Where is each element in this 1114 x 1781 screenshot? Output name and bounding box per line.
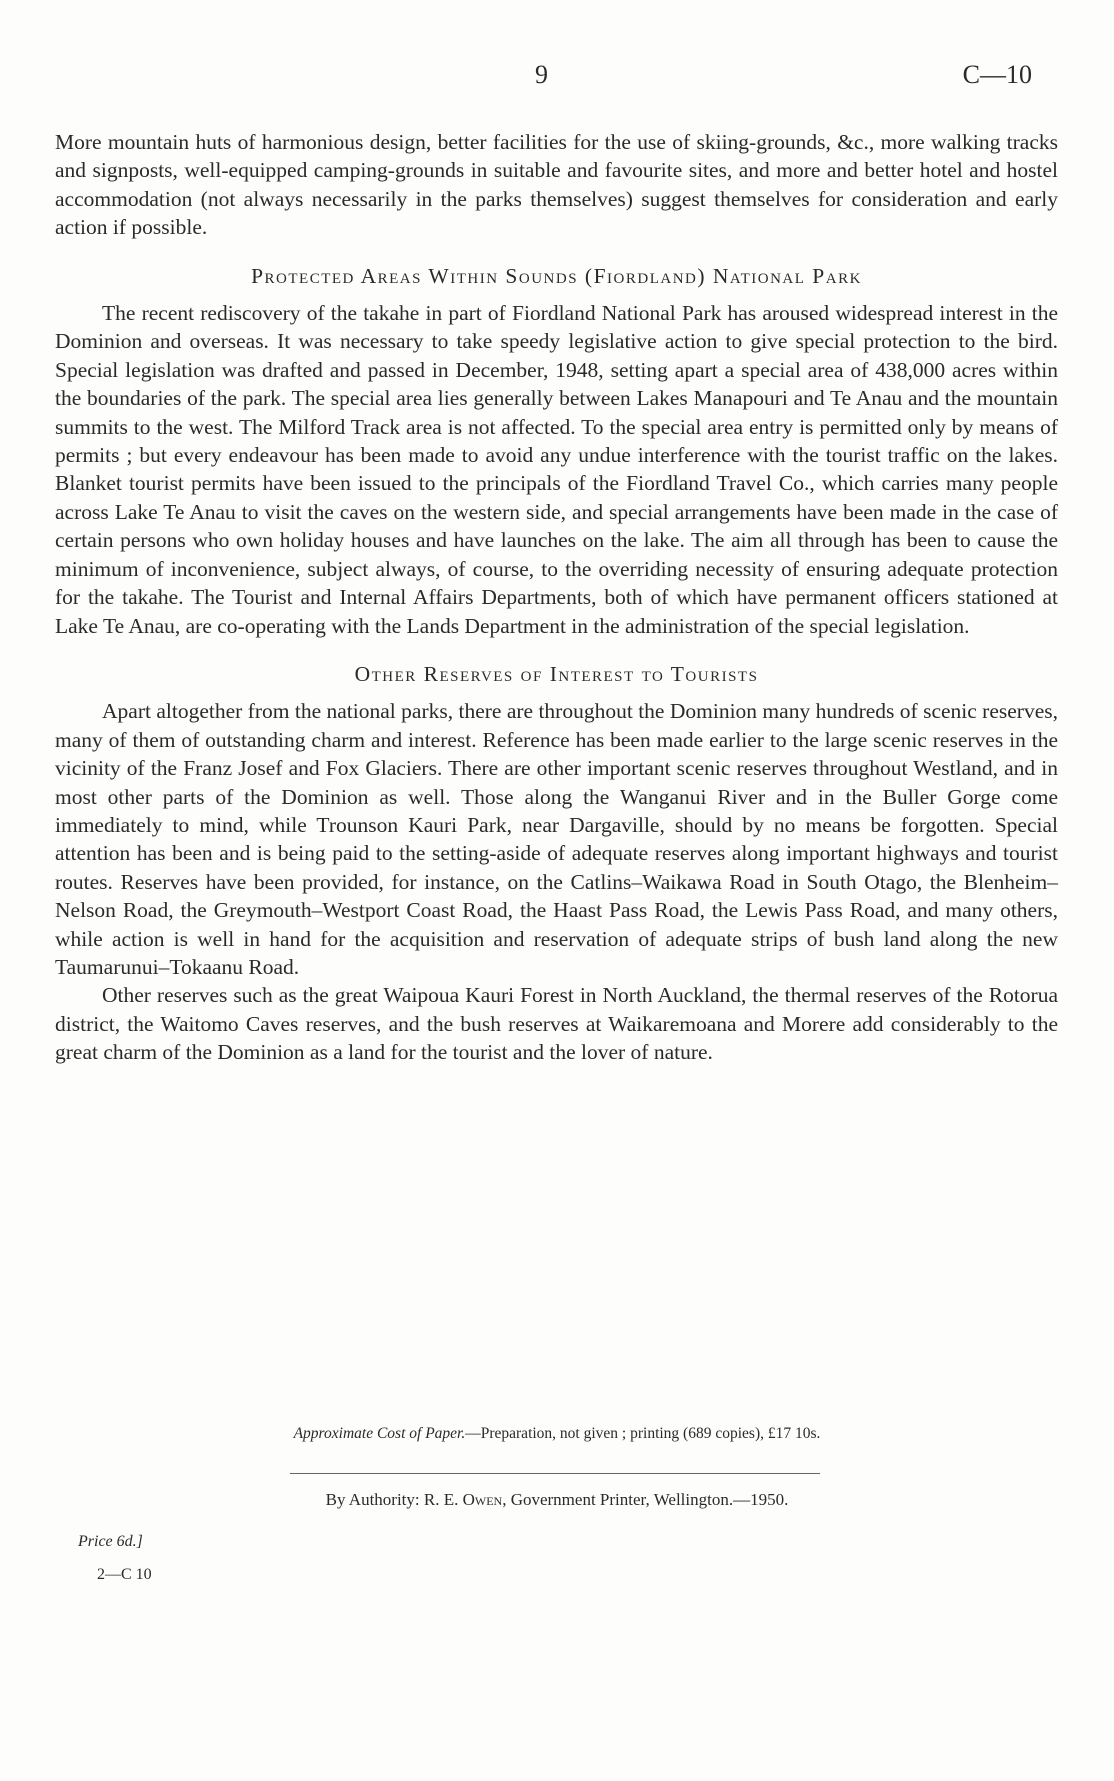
cost-note — [0, 1425, 1114, 1443]
intro-paragraph: More mountain huts of harmonious design, better facilities for the use of skiing-grounds, &c., more walking tracks and signposts, well-equipped camping-grounds in suitable and favourite sites, and more and better hotel and hostel accommodation (not always necessarily in the parks themselves) suggest themselves for consideration and early action if possible. — [55, 130, 1058, 240]
page-number: 9 — [535, 60, 549, 89]
cost-label: Approximate Cost of Paper. — [293, 1425, 466, 1442]
footer-divider — [290, 1473, 820, 1474]
imprint-suffix: Government Printer, Wellington.—1950. — [510, 1490, 789, 1509]
imprint-name: R. E. Owen, — [423, 1490, 507, 1509]
document-reference: C—10 — [962, 60, 1032, 89]
body-text — [55, 128, 1058, 1067]
price: Price 6d.] — [78, 1533, 143, 1550]
imprint-prefix: By Authority: — [325, 1490, 420, 1509]
printer-imprint — [0, 1490, 1114, 1510]
print-code: 2—C 10 — [97, 1566, 152, 1583]
section-heading-reserves: Other Reserves of Interest to Tourists — [354, 661, 759, 686]
section-heading-fiordland: Protected Areas Within Sounds (Fiordland) National Park — [251, 263, 862, 288]
cost-text: —Preparation, not given ; printing (689 copies), £17 10s. — [465, 1425, 821, 1442]
reserves-paragraph-2: Other reserves such as the great Waipoua Kauri Forest in North Auckland, the thermal reserves of the Rotorua district, the Waitomo Caves reserves, and the bush reserves at Waikaremoana and Morere add considerably to the great charm of the Dominion as a land for the tourist and the lover of nature. — [55, 983, 1058, 1065]
reserves-paragraph-1: Apart altogether from the national parks, there are throughout the Dominion many hundreds of scenic reserves, many of them of outstanding charm and interest. Reference has been made earlier to the large scenic reserves in the vicinity of the Franz Josef and Fox Glaciers. There are other important scenic reserves throughout Westland, and in most other parts of the Dominion as well. Those along the Wanganui River and in the Buller Gorge come immediately to mind, while Trounson Kauri Park, near Dargaville, should by no means be forgotten. Special attention has been and is being paid to the setting-aside of adequate reserves along important highways and tourist routes. Reserves have been provided, for instance, on the Catlins–Waikawa Road in South Otago, the Blenheim–Nelson Road, the Greymouth–Westport Coast Road, the Haast Pass Road, the Lewis Pass Road, and many others, while action is well in hand for the acquisition and reservation of adequate strips of bush land along the new Taumarunui–Tokaanu Road. — [55, 699, 1058, 979]
fiordland-paragraph: The recent rediscovery of the takahe in part of Fiordland National Park has aroused widespread interest in the Dominion and overseas. It was necessary to take speedy legislative action to give special protection to the bird. Special legislation was drafted and passed in December, 1948, setting apart a special area of 438,000 acres within the boundaries of the park. The special area lies generally between Lakes Manapouri and Te Anau and the mountain summits to the west. The Milford Track area is not affected. To the special area entry is permitted only by means of permits ; but every endeavour has been made to avoid any undue interference with the tourist traffic on the lakes. Blanket tourist permits have been issued to the principals of the Fiordland Travel Co., which carries many people across Lake Te Anau to visit the caves on the western side, and special arrangements have been made in the case of certain persons who own holiday houses and have launches on the lake. The aim all through has been to cause the minimum of inconvenience, subject always, of course, to the overriding necessity of ensuring adequate protection for the takahe. The Tourist and Internal Affairs Departments, both of which have permanent officers stationed at Lake Te Anau, are co-operating with the Lands Department in the administration of the special legislation. — [55, 301, 1058, 638]
